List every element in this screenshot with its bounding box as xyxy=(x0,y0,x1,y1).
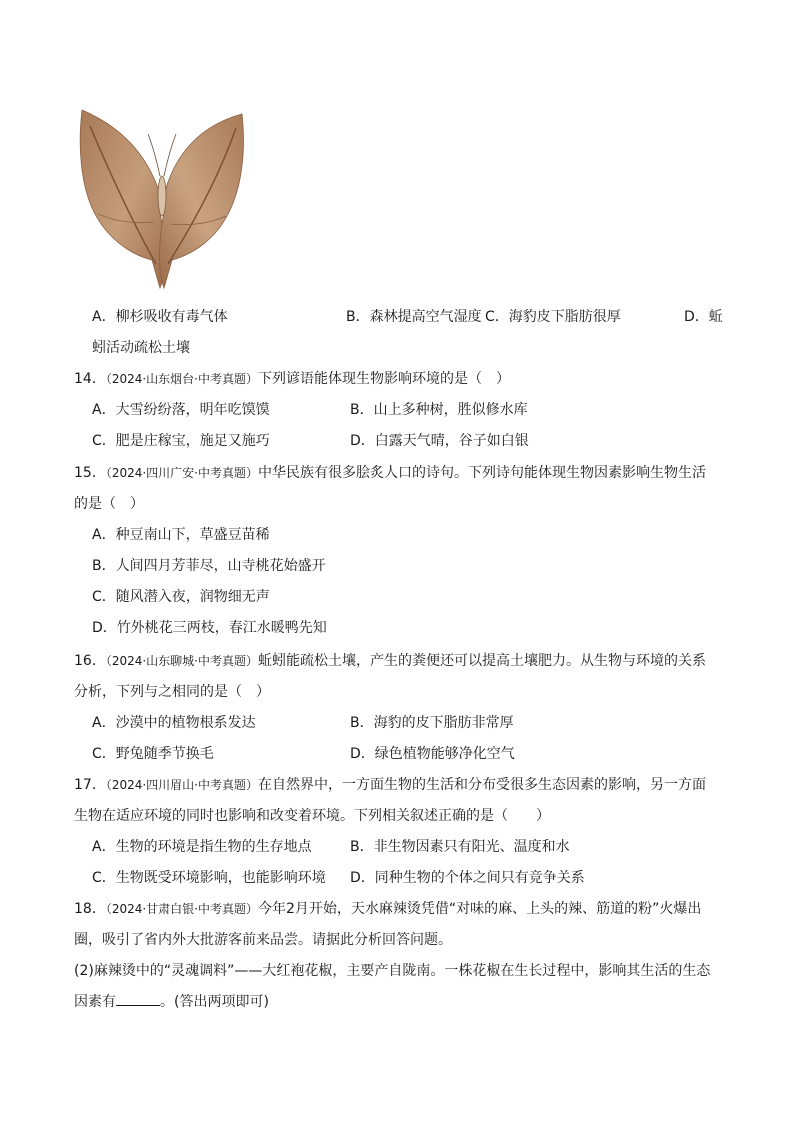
q13-option-d-end: 蚓活动疏松土壤 xyxy=(92,340,190,356)
q16-stem-line-1 xyxy=(74,646,724,677)
q14-stem xyxy=(74,364,724,395)
q16-source: （2024·山东聊城·中考真题） xyxy=(105,654,258,668)
q14-options-row-1 xyxy=(74,395,724,426)
q17-option-c: C．生物既受环境影响，也能影响环境 xyxy=(92,870,326,886)
q13-option-a: A．柳杉吸收有毒气体 xyxy=(92,309,228,325)
q16-stem-line-2: 分析，下列与之相同的是（ ） xyxy=(74,684,270,700)
q18-sub-line-2-post: 。(答出两项即可) xyxy=(160,994,269,1010)
q14-source: （2024·山东烟台·中考真题） xyxy=(105,372,258,386)
q18-source: （2024·甘肃白银·中考真题） xyxy=(105,902,258,916)
q15-option-b: B．人间四月芳菲尽，山寺桃花始盛开 xyxy=(92,558,326,574)
q18-stem-line-2: 圈，吸引了省内外大批游客前来品尝。请据此分析回答问题。 xyxy=(74,932,452,948)
q14-options-row-2 xyxy=(74,426,724,457)
q15-option-d: D．竹外桃花三两枝，春江水暖鸭先知 xyxy=(92,620,327,636)
q15-option-a: A．种豆南山下，草盛豆苗稀 xyxy=(92,527,270,543)
q16-option-a: A．沙漠中的植物根系发达 xyxy=(92,715,256,731)
q13-option-d-start: D．蚯 xyxy=(684,309,723,325)
q14-option-c: C．肥是庄稼宝，施足又施巧 xyxy=(92,433,270,449)
q17-option-b: B．非生物因素只有阳光、温度和水 xyxy=(350,839,570,855)
q17-source: （2024·四川眉山·中考真题） xyxy=(105,778,258,792)
q15-source: （2024·四川广安·中考真题） xyxy=(105,466,258,480)
q14-option-a: A．大雪纷纷落，明年吃馍馍 xyxy=(92,402,270,418)
q17-options-row-2 xyxy=(74,863,724,894)
question-16 xyxy=(74,646,724,770)
question-18 xyxy=(74,894,724,1018)
q15-option-c: C．随风潜入夜，润物细无声 xyxy=(92,589,270,605)
q13-option-b: B．森林提高空气湿度 xyxy=(346,309,482,325)
q18-stem-line-1 xyxy=(74,894,724,925)
q17-option-d: D．同种生物的个体之间只有竞争关系 xyxy=(350,870,585,886)
q17-number: 17． xyxy=(74,777,106,793)
q14-option-d: D．白露天气晴，谷子如白银 xyxy=(350,433,529,449)
question-14 xyxy=(74,364,724,457)
q16-number: 16． xyxy=(74,653,106,669)
q18-sub-line-2 xyxy=(74,987,724,1018)
q18-sub-line-1: (2)麻辣烫中的“灵魂调料”——大红袍花椒，主要产自陇南。一株花椒在生长过程中，影响其生活的生态 xyxy=(74,963,711,979)
q17-stem-text: 在自然界中，一方面生物的生活和分布受很多生态因素的影响，另一方面 xyxy=(258,777,706,793)
q15-stem-line-1 xyxy=(74,458,724,489)
q16-options-row-1 xyxy=(74,708,724,739)
q18-sub-line-2-pre: 因素有 xyxy=(74,994,116,1010)
q16-option-c: C．野兔随季节换毛 xyxy=(92,746,214,762)
q13-option-c: C．海豹皮下脂肪很厚 xyxy=(485,309,621,325)
answer-blank[interactable] xyxy=(116,989,160,1006)
q14-number: 14． xyxy=(74,371,106,387)
q18-number: 18． xyxy=(74,901,106,917)
q16-options-row-2 xyxy=(74,739,724,770)
q15-stem-text: 中华民族有很多脍炙人口的诗句。下列诗句能体现生物因素影响生物生活 xyxy=(258,465,706,481)
q17-options-row-1 xyxy=(74,832,724,863)
question-15 xyxy=(74,458,724,644)
q16-stem-text: 蚯蚓能疏松土壤，产生的粪便还可以提高土壤肥力。从生物与环境的关系 xyxy=(258,653,706,669)
q17-stem-line-2: 生物在适应环境的同时也影响和改变着环境。下列相关叙述正确的是（ ） xyxy=(74,808,550,824)
q17-option-a: A．生物的环境是指生物的生存地点 xyxy=(92,839,312,855)
q15-number: 15． xyxy=(74,465,106,481)
q14-stem-text: 下列谚语能体现生物影响环境的是（ ） xyxy=(258,371,510,387)
q18-stem-text: 今年2月开始，天水麻辣烫凭借“对味的麻、上头的辣、筋道的粉”火爆出 xyxy=(258,901,702,917)
q16-option-d: D．绿色植物能够净化空气 xyxy=(350,746,515,762)
q17-stem-line-1 xyxy=(74,770,724,801)
q15-stem-line-2: 的是（ ） xyxy=(74,496,144,512)
leaf-butterfly-image xyxy=(76,104,248,290)
q14-option-b: B．山上多种树，胜似修水库 xyxy=(350,402,528,418)
question-17 xyxy=(74,770,724,894)
q16-option-b: B．海豹的皮下脂肪非常厚 xyxy=(350,715,514,731)
